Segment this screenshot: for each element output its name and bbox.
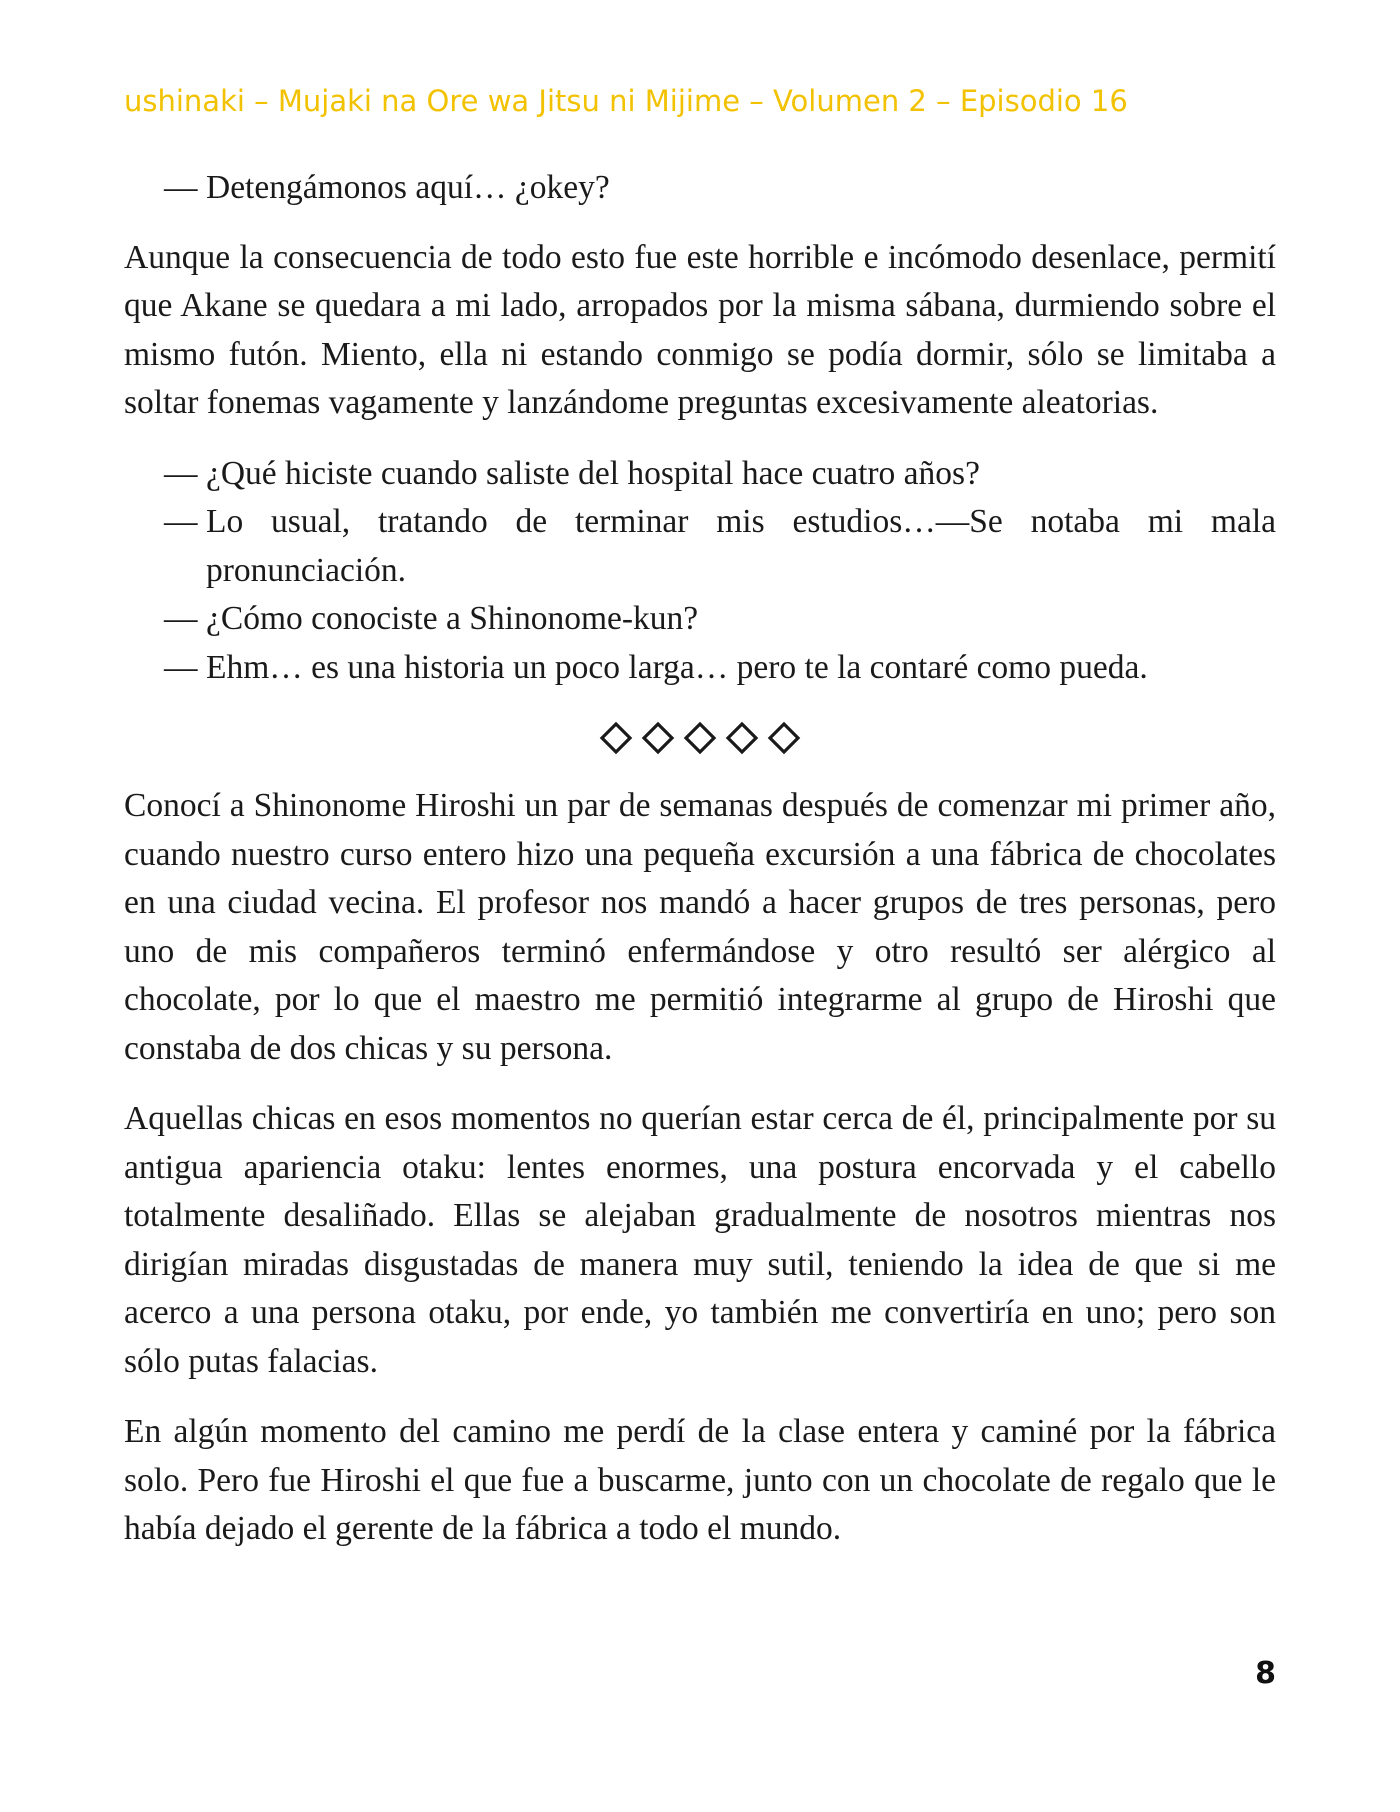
chapter-body (124, 164, 1276, 1576)
dialogue-line (124, 498, 1276, 595)
dialogue-line (124, 644, 1276, 693)
dialogue-dash: — (164, 503, 198, 540)
dialogue-text: ¿Qué hiciste cuando saliste del hospital hace cuatro años? (206, 454, 980, 492)
dialogue-dash: — (164, 600, 198, 637)
diamond-outline-icon (766, 720, 802, 756)
diamond-outline-icon (682, 720, 718, 756)
dialogue-dash: — (164, 454, 198, 492)
scene-separator (124, 716, 1276, 760)
dialogue-line (124, 164, 1276, 213)
running-header: ushinaki – Mujaki na Ore wa Jitsu ni Mijime – Volumen 2 – Episodio 16 (124, 84, 1128, 118)
paragraph: En algún momento del camino me perdí de la clase entera y caminé por la fábrica solo. Pero fue Hiroshi el que fue a buscarme, junto con un chocolate de regalo que le había dejado el gerente de la fábrica a todo el mundo. (124, 1413, 1276, 1547)
diamond-outline-icon (598, 720, 634, 756)
dialogue-text: ¿Cómo conociste a Shinonome-kun? (206, 600, 699, 637)
page-number: 8 (1255, 1656, 1276, 1691)
dialogue-dash: — (164, 169, 198, 206)
paragraph: Conocí a Shinonome Hiroshi un par de semanas después de comenzar mi primer año, cuando nuestro curso entero hizo una pequeña excursión a una fábrica de chocolates en una ciudad vecina. El profesor nos mandó a hacer grupos de tres personas, pero uno de mis compañeros terminó enfermándose y otro resultó ser alérgico al chocolate, por lo que el maestro me permitió integrarme al grupo de Hiroshi que constaba de dos chicas y su persona. (124, 787, 1276, 1067)
dialogue-text: Detengámonos aquí… ¿okey? (206, 169, 610, 206)
dialogue-text: Ehm… es una historia un poco larga… pero te la contaré como pueda. (206, 648, 1148, 686)
dialogue-dash: — (164, 648, 198, 686)
paragraph: Aquellas chicas en esos momentos no querían estar cerca de él, principalmente por su antigua apariencia otaku: lentes enormes, una postura encorvada y el cabello totalmente desaliñado. Ellas se alejaban gradualmente de nosotros mientras nos dirigían miradas disgustadas de manera muy sutil, teniendo la idea de que si me acerco a una persona otaku, por ende, yo también me convertiría en uno; pero son sólo putas falacias. (124, 1100, 1276, 1380)
paragraph: Aunque la consecuencia de todo esto fue este horrible e incómodo desenlace, permití que Akane se quedara a mi lado, arropados por la misma sábana, durmiendo sobre el mismo futón. Miento, ella ni estando conmigo se podía dormir, sólo se limitaba a soltar fonemas vagamente y lanzándome preguntas excesivamente aleatorias. (124, 238, 1276, 421)
diamond-outline-icon (640, 720, 676, 756)
diamond-outline-icon (724, 720, 760, 756)
dialogue-line (124, 595, 1276, 644)
dialogue-text: Lo usual, tratando de terminar mis estudios…—Se notaba mi mala pronunciación. (206, 503, 1276, 589)
dialogue-line (124, 450, 1276, 499)
dialogue-group (124, 450, 1276, 693)
